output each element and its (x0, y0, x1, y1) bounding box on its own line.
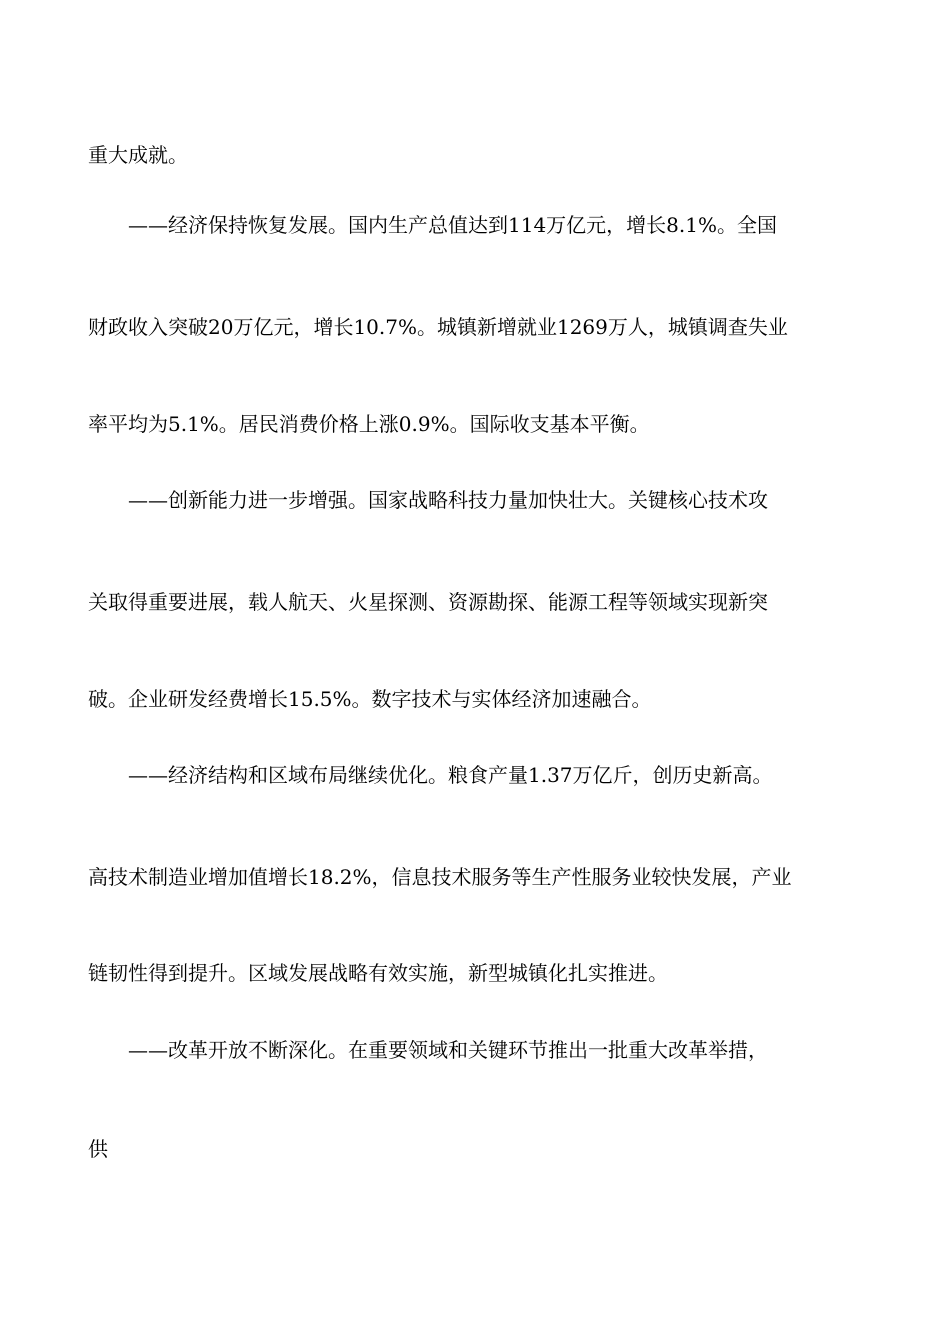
text-line: 链韧性得到提升。区域发展战略有效实施，新型城镇化扎实推进。 (88, 961, 668, 985)
paragraph-structure-start: ——经济结构和区域布局继续优化。粮食产量1.37万亿斤，创历史新高。 (128, 763, 773, 787)
paragraph-innovation-start: ——创新能力进一步增强。国家战略科技力量加快壮大。关键核心技术攻 (128, 488, 768, 512)
paragraph-economy-start: ——经济保持恢复发展。国内生产总值达到114万亿元，增长8.1%。全国 (128, 213, 777, 237)
text-line: 关取得重要进展，载人航天、火星探测、资源勘探、能源工程等领域实现新突 (88, 590, 768, 614)
text-line: 财政收入突破20万亿元，增长10.7%。城镇新增就业1269万人，城镇调查失业 (88, 315, 788, 339)
text-line: 破。企业研发经费增长15.5%。数字技术与实体经济加速融合。 (88, 687, 652, 711)
text-line: 供 (88, 1137, 108, 1161)
text-line: 率平均为5.1%。居民消费价格上涨0.9%。国际收支基本平衡。 (88, 412, 650, 436)
paragraph-reform-start: ——改革开放不断深化。在重要领域和关键环节推出一批重大改革举措， (128, 1038, 768, 1062)
text-line: 高技术制造业增加值增长18.2%，信息技术服务等生产性服务业较快发展，产业 (88, 865, 792, 889)
text-line: 重大成就。 (88, 143, 188, 167)
